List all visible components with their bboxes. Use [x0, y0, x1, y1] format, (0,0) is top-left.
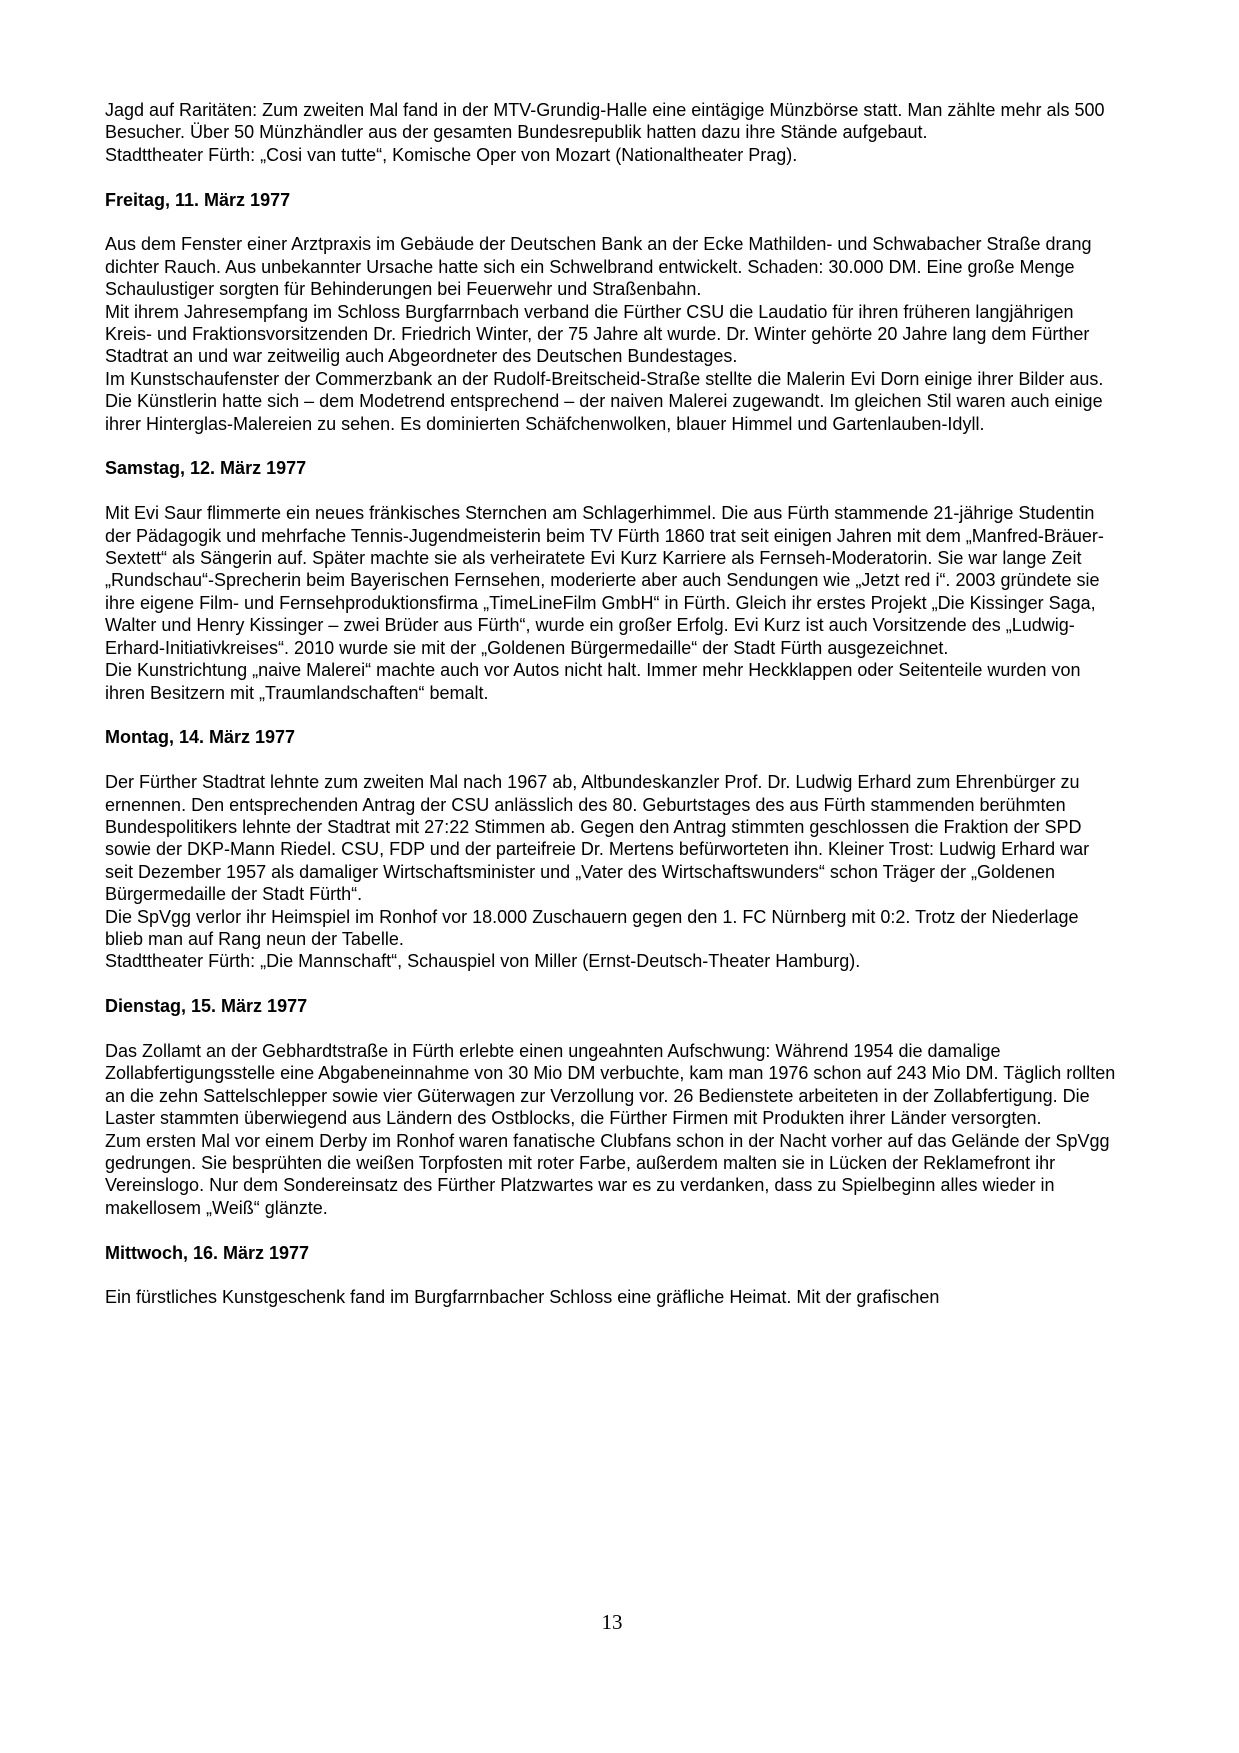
page-content: [105, 99, 1119, 1331]
paragraph-group: [105, 1286, 1119, 1308]
paragraph-group: [105, 502, 1119, 704]
paragraph: Mit ihrem Jahresempfang im Schloss Burgfarrnbach verband die Fürther CSU die Laudatio für ihren früheren langjährigen Kreis- und Fraktionsvorsitzenden Dr. Friedrich Winter, der 75 Jahre alt wurde. Dr. Winter gehörte 20 Jahre lang dem Fürther Stadtrat an und war zeitweilig auch Abgeordneter des Deutschen Bundestages.: [105, 301, 1090, 367]
section-heading: Mittwoch, 16. März 1977: [105, 1242, 310, 1263]
page-number: 13: [601, 1610, 623, 1634]
paragraph: Zum ersten Mal vor einem Derby im Ronhof waren fanatische Clubfans schon in der Nacht vorher auf das Gelände der SpVgg gedrungen. Sie besprühten die weißen Torpfosten mit roter Farbe, außerdem malten sie in Lücken der Reklamefront ihr Vereinslogo. Nur dem Sondereinsatz des Fürther Platzwartes war es zu verdanken, dass zu Spielbeginn alles wieder in makellosem „Weiß“ glänzte.: [105, 1130, 1110, 1218]
paragraph: Stadttheater Fürth: „Cosi van tutte“, Komische Oper von Mozart (Nationaltheater Prag).: [105, 144, 798, 165]
section-heading: Dienstag, 15. März 1977: [105, 996, 308, 1017]
paragraph: Im Kunstschaufenster der Commerzbank an der Rudolf-Breitscheid-Straße stellte die Malerin Evi Dorn einige ihrer Bilder aus. Die Künstlerin hatte sich – dem Modetrend entsprechend – der naiven Malerei zugewandt. Im gleichen Stil waren auch einige ihrer Hinterglas-Malereien zu sehen. Es dominierten Schäfchenwolken, blauer Himmel und Gartenlauben-Idyll.: [105, 368, 1104, 434]
paragraph: Aus dem Fenster einer Arztpraxis im Gebäude der Deutschen Bank an der Ecke Mathilden- und Schwabacher Straße drang dichter Rauch. Aus unbekannter Ursache hatte sich ein Schwelbrand entwickelt. Schaden: 30.000 DM. Eine große Menge Schaulustiger sorgten für Behinderungen bei Feuerwehr und Straßenbahn.: [105, 234, 1092, 300]
paragraph: Das Zollamt an der Gebhardtstraße in Fürth erlebte einen ungeahnten Aufschwung: Während 1954 die damalige Zollabfertigungsstelle eine Abgabeneinnahme von 30 Mio DM verbuchte, kam man 1976 schon auf 243 Mio DM. Täglich rollten an die zehn Sattelschlepper sowie vier Güterwagen zur Verzollung vor. 26 Bedienstete arbeiteten in der Zollabfertigung. Die Laster stammten überwiegend aus Ländern des Ostblocks, die Fürther Firmen mit Produkten ihrer Länder versorgten.: [105, 1040, 1116, 1129]
paragraph: Stadttheater Fürth: „Die Mannschaft“, Schauspiel von Miller (Ernst-Deutsch-Theater Hamburg).: [105, 951, 861, 972]
paragraph: Mit Evi Saur flimmerte ein neues fränkisches Sternchen am Schlagerhimmel. Die aus Fürth stammende 21-jährige Studentin der Pädagogik und mehrfache Tennis-Jugendmeisterin beim TV Fürth 1860 trat seit einigen Jahren mit dem „Manfred-Bräuer-Sextett“ als Sängerin auf. Später machte sie als verheiratete Evi Kurz Karriere als Fernseh-Moderatorin. Sie war lange Zeit „Rundschau“-Sprecherin beim Bayerischen Fernsehen, moderierte aber auch Sendungen wie „Jetzt red i“. 2003 gründete sie ihre eigene Film- und Fernsehproduktionsfirma „TimeLineFilm GmbH“ in Fürth. Gleich ihr erstes Projekt „Die Kissinger Saga, Walter und Henry Kissinger – zwei Brüder aus Fürth“, wurde ein großer Erfolg. Evi Kurz ist auch Vorsitzende des „Ludwig-Erhard-Initiativkreises“. 2010 wurde sie mit der „Goldenen Bürgermedaille“ der Stadt Fürth ausgezeichnet.: [105, 503, 1104, 658]
paragraph-group: [105, 1040, 1119, 1219]
paragraph: Die Kunstrichtung „naive Malerei“ machte auch vor Autos nicht halt. Immer mehr Heckklappen oder Seitenteile wurden von ihren Besitzern mit „Traumlandschaften“ bemalt.: [105, 660, 1081, 703]
paragraph-group: [105, 233, 1119, 435]
paragraph: Der Fürther Stadtrat lehnte zum zweiten Mal nach 1967 ab, Altbundeskanzler Prof. Dr. Ludwig Erhard zum Ehrenbürger zu ernennen. Den entsprechenden Antrag der CSU anlässlich des 80. Geburtstages des aus Fürth stammenden berühmten Bundespolitikers lehnte der Stadtrat mit 27:22 Stimmen ab. Gegen den Antrag stimmten geschlossen die Fraktion der SPD sowie der DKP-Mann Riedel. CSU, FDP und der parteifreie Dr. Mertens befürworteten ihn. Kleiner Trost: Ludwig Erhard war seit Dezember 1957 als damaliger Wirtschaftsminister und „Vater des Wirtschaftswunders“ schon Träger der „Goldenen Bürgermedaille der Stadt Fürth“.: [105, 772, 1090, 905]
section-heading: Freitag, 11. März 1977: [105, 189, 291, 210]
paragraph: Die SpVgg verlor ihr Heimspiel im Ronhof vor 18.000 Zuschauern gegen den 1. FC Nürnberg mit 0:2. Trotz der Niederlage blieb man auf Rang neun der Tabelle.: [105, 906, 1079, 949]
paragraph-group: [105, 771, 1119, 973]
section-heading: Samstag, 12. März 1977: [105, 458, 307, 479]
section-heading: Montag, 14. März 1977: [105, 727, 296, 748]
paragraph: Ein fürstliches Kunstgeschenk fand im Burgfarrnbacher Schloss eine gräfliche Heimat. Mit der grafischen: [105, 1287, 940, 1308]
paragraph: Jagd auf Raritäten: Zum zweiten Mal fand in der MTV-Grundig-Halle eine eintägige Münzbörse statt. Man zählte mehr als 500 Besucher. Über 50 Münzhändler aus der gesamten Bundesrepublik hatten dazu ihre Stände aufgebaut.: [105, 100, 1105, 143]
paragraph-group: [105, 99, 1119, 166]
